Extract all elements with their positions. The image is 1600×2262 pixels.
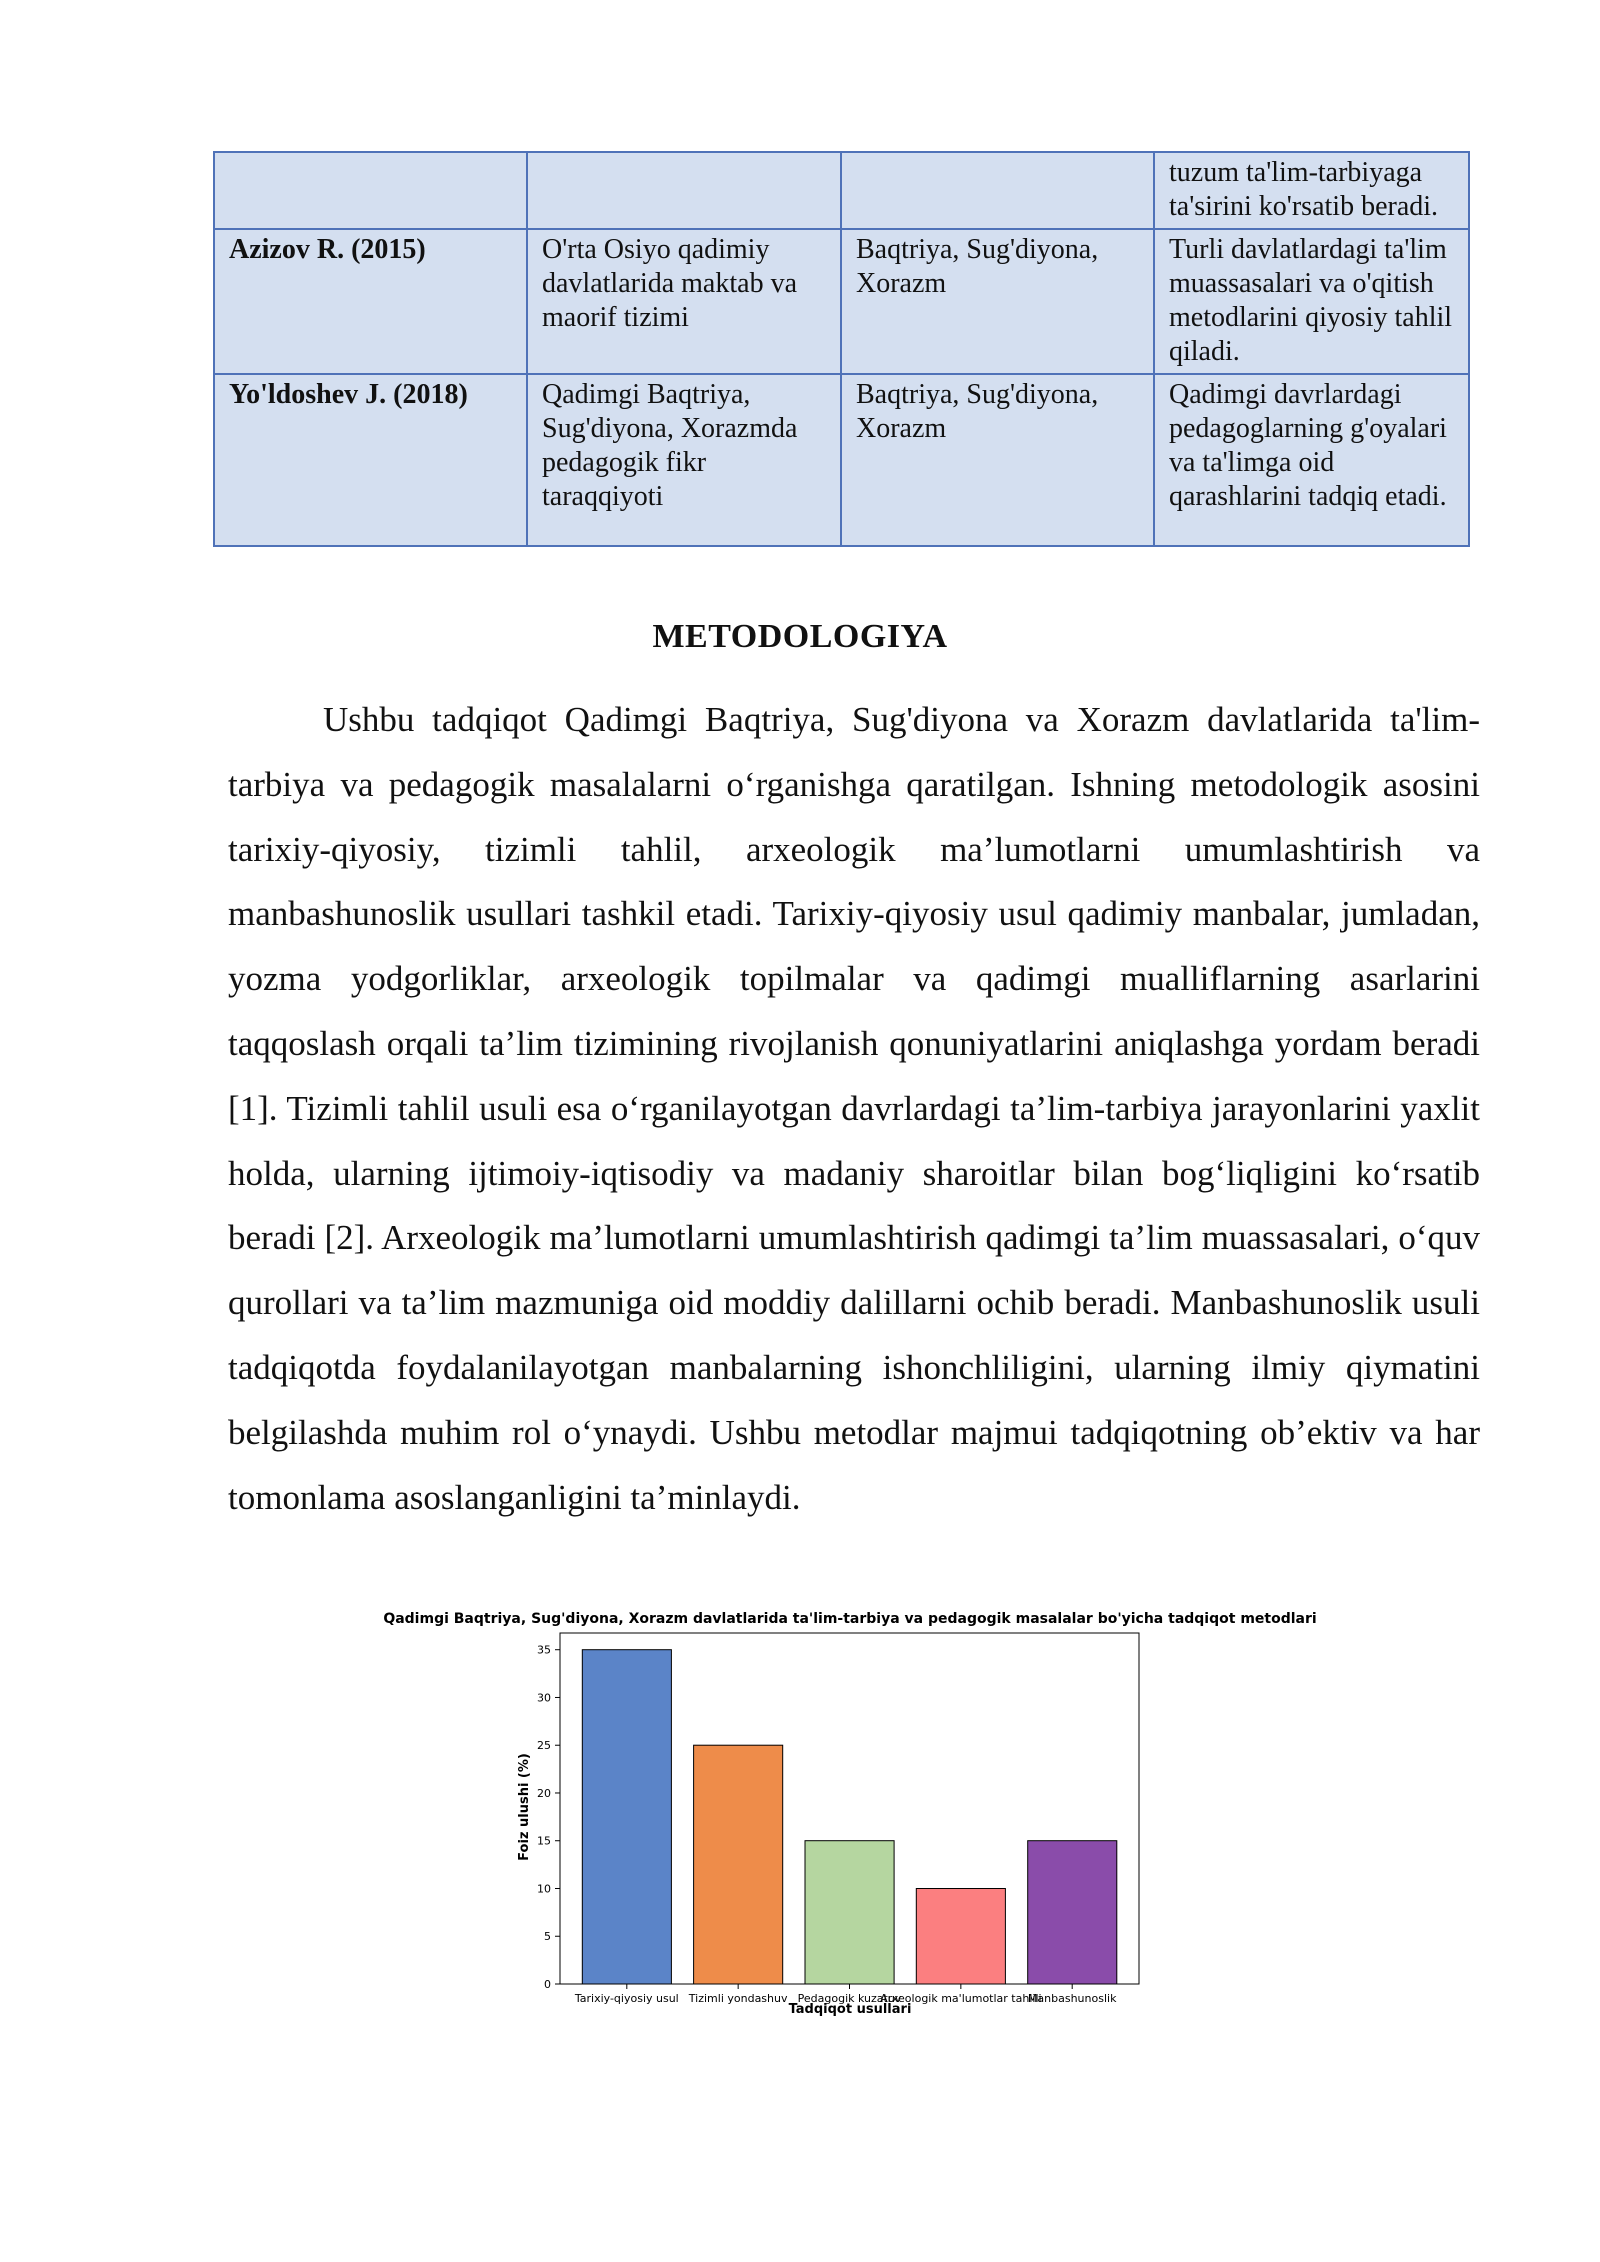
y-tick-label: 5 (544, 1930, 551, 1944)
x-tick-label: Manbashunoslik (1027, 1992, 1117, 2005)
author-cell (214, 152, 527, 229)
bar-chart (360, 1605, 1340, 2025)
x-tick-label: Pedagogik kuzatuv (797, 1992, 902, 2005)
bar-1 (582, 1650, 671, 1984)
author-cell: Yo'ldoshev J. (2018) (214, 374, 527, 546)
chart-title: Qadimgi Baqtriya, Sug'diyona, Xorazm davlatlarida ta'lim-tarbiya va pedagogik masalalar bo'yicha tadqiqot metodlari (383, 1611, 1317, 1627)
bar-chart-svg (360, 1605, 1340, 2025)
summary-cell: Turli davlatlardagi ta'lim muassasalari va o'qitish metodlarini qiyosiy tahlil qiladi. (1154, 229, 1469, 374)
x-tick-label: Arxeologik ma'lumotlar tahlili (880, 1992, 1042, 2005)
title-cell: O'rta Osiyo qadimiy davlatlarida maktab va maorif tizimi (527, 229, 841, 374)
y-tick-label: 15 (537, 1834, 551, 1848)
y-tick-label: 0 (544, 1978, 551, 1991)
literature-table (213, 151, 1470, 547)
chart-y-axis-label: Foiz ulushi (%) (517, 1753, 532, 1861)
body-paragraph: Ushbu tadqiqot Qadimgi Baqtriya, Sug'diyona va Xorazm davlatlarida ta'lim-tarbiya va pedagogik masalalarni o‘rganishga qaratilgan. Ishning metodologik asosini tarixiy-qiyosiy, tizimli tahlil, arxeologik ma’lumotlarni umumlashtirish va manbashunoslik usullari tashkil etadi. Tarixiy-qiyosiy usul qadimiy manbalar, jumladan, yozma yodgorliklar, arxeologik topilmalar va qadimgi mualliflarning asarlarini taqqoslash orqali ta’lim tizimining rivojlanish qonuniyatlarini aniqlashga yordam beradi [1]. Tizimli tahlil usuli esa o‘rganilayotgan davrlardagi ta’lim-tarbiya jarayonlarini yaxlit holda, ularning ijtimoiy-iqtisodiy va madaniy sharoitlar bilan bog‘liqligini ko‘rsatib beradi [2]. Arxeologik ma’lumotlarni umumlashtirish qadimgi ta’lim muassasalari, o‘quv qurollari va ta’lim mazmuniga oid moddiy dalillarni ochib beradi. Manbashunoslik usuli tadqiqotda foydalanilayotgan manbalarning ishonchliligini, ularning ilmiy qiymatini belgilashda muhim rol o‘ynaydi. Ushbu metodlar majmui tadqiqotning ob’ektiv va har tomonlama asoslanganligini ta’minlaydi. (228, 700, 1480, 1517)
y-tick-label: 25 (537, 1739, 551, 1753)
table-row (214, 152, 1469, 229)
region-cell (841, 152, 1154, 229)
bar-3 (805, 1841, 894, 1984)
title-cell: Qadimgi Baqtriya, Sug'diyona, Xorazmda pedagogik fikr taraqqiyoti (527, 374, 841, 546)
author-cell: Azizov R. (2015) (214, 229, 527, 374)
x-tick-label: Tizimli yondashuv (688, 1992, 788, 2005)
summary-cell: Qadimgi davrlardagi pedagoglarning g'oyalari va ta'limga oid qarashlarini tadqiq etadi. (1154, 374, 1469, 546)
chart-x-axis-label: Tadqiqot usullari (788, 2002, 912, 2017)
bar-5 (1028, 1841, 1117, 1984)
y-tick-label: 30 (537, 1691, 551, 1705)
literature-table-container (213, 151, 1468, 547)
table-row (214, 374, 1469, 546)
y-tick-label: 20 (537, 1786, 551, 1800)
section-heading: METODOLOGIYA (652, 618, 948, 655)
bar-4 (916, 1889, 1005, 1985)
region-cell: Baqtriya, Sug'diyona, Xorazm (841, 374, 1154, 546)
region-cell: Baqtriya, Sug'diyona, Xorazm (841, 229, 1154, 374)
y-tick-label: 35 (537, 1643, 551, 1657)
summary-cell: tuzum ta'lim-tarbiyaga ta'sirini ko'rsatib beradi. (1154, 152, 1469, 229)
y-tick-label: 10 (537, 1882, 551, 1896)
bar-2 (694, 1745, 783, 1984)
x-tick-label: Tarixiy-qiyosiy usul (574, 1992, 679, 2005)
title-cell (527, 152, 841, 229)
table-row (214, 229, 1469, 374)
